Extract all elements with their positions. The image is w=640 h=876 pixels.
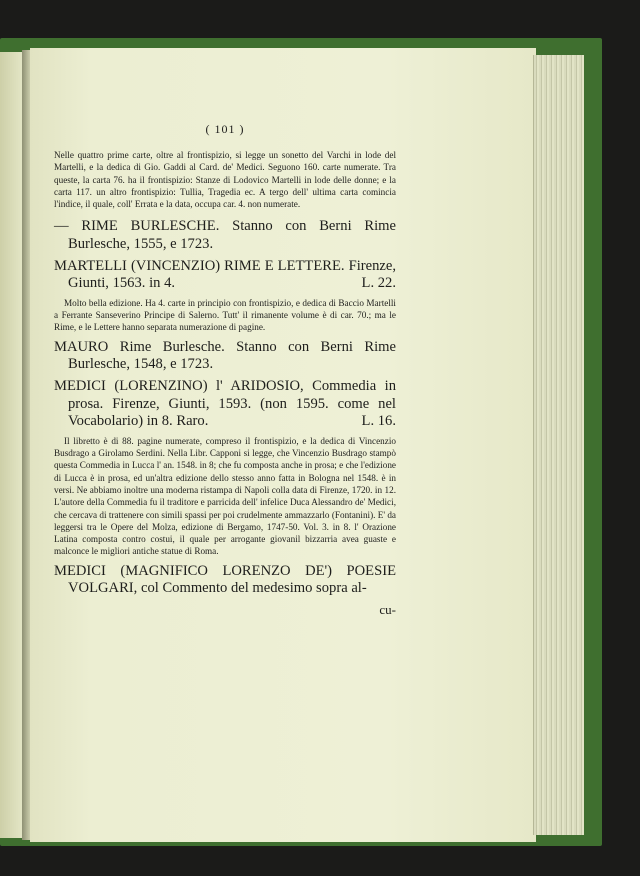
- page-text: [54, 122, 396, 618]
- left-page-edge: [0, 52, 23, 838]
- entry-martelli-text: MARTELLI (VINCENZIO) RIME E LETTERE. Firenze, Giunti, 1563. in 4.: [54, 257, 396, 292]
- paragraph-medici: Il libretto è di 88. pagine numerate, compreso il frontispizio, e la dedica di Vincenzio Busdrago a Girolamo Serdini. Nella Libr. Capponi si legge, che Vincenzio Busdrago stampò questa Commedia in Lucca l' an. 1548. in 8; che fu composta anche in prosa; e che l'edizione di Lucca è in prosa, ed un'altra edizione dello stesso anno fatta in Bologna nel 1548. è in versi. Ne abbiamo inoltre una moderna ristampa di Napoli colla data di Firenze, 1720. in 12. L'autore della Commedia fu il traditore e parricida dell' infelice Duca Alessandro de' Medici, che cercava di trattenere con simili spassi per poi crudelmente ammazzarlo (Fontanini). E' da leggersi tra le Opere del Molza, edizione di Bergamo, 1747-50. Vol. 3. in 8. l' Orazione Latina composta contro costui, il quale per arrogante giovanil bizzarria avea guaste e malconce le migliori antiche statue di Roma.: [54, 435, 396, 557]
- page-number: ( 101 ): [205, 122, 245, 136]
- paragraph-intro: Nelle quattro prime carte, oltre al frontispizio, si legge un sonetto del Varchi in lode del Martelli, e la dedica di Gio. Gaddi al Card. de' Medici. Seguono 160. carte numerate. Tra queste, la carta 76. ha il frontispizio: Stanze di Lodovico Martelli in lode delle donne; e la carta 117. un altro frontispizio: Tullia, Tragedia ec. A tergo dell' ultima carta comincia l'indice, il quale, coll' Errata e la data, occupa car. 4. non numerate.: [54, 150, 396, 210]
- entry-martelli: [54, 258, 396, 293]
- catchword: cu-: [379, 601, 396, 617]
- entry-medici-text: MEDICI (LORENZINO) l' ARIDOSIO, Commedia in prosa. Firenze, Giunti, 1593. (non 1595. come nel Vocabolario) in 8. Raro.: [54, 377, 396, 430]
- entry-medici-lorenzino: [54, 378, 396, 431]
- page-stack-edges: [533, 55, 584, 835]
- entry-martelli-price: L. 22.: [361, 275, 396, 292]
- paragraph-martelli: Molto bella edizione. Ha 4. carte in principio con frontispizio, e dedica di Baccio Martelli a Ferrante Sanseverino Principe di Salerno. Tutt' il rimanente volume è di car. 70.; ma le Rime, e le Lettere hanno separata numerazione di pagine.: [54, 297, 396, 333]
- entry-medici-price: L. 16.: [361, 413, 396, 430]
- entry-rime-burlesche: — RIME BURLESCHE. Stanno con Berni Rime Burlesche, 1555, e 1723.: [54, 218, 396, 253]
- entry-mauro: MAURO Rime Burlesche. Stanno con Berni Rime Burlesche, 1548, e 1723.: [54, 338, 396, 373]
- entry-medici-magnifico: MEDICI (MAGNIFICO LORENZO DE') POESIE VOLGARI, col Commento del medesimo sopra al-: [54, 562, 396, 597]
